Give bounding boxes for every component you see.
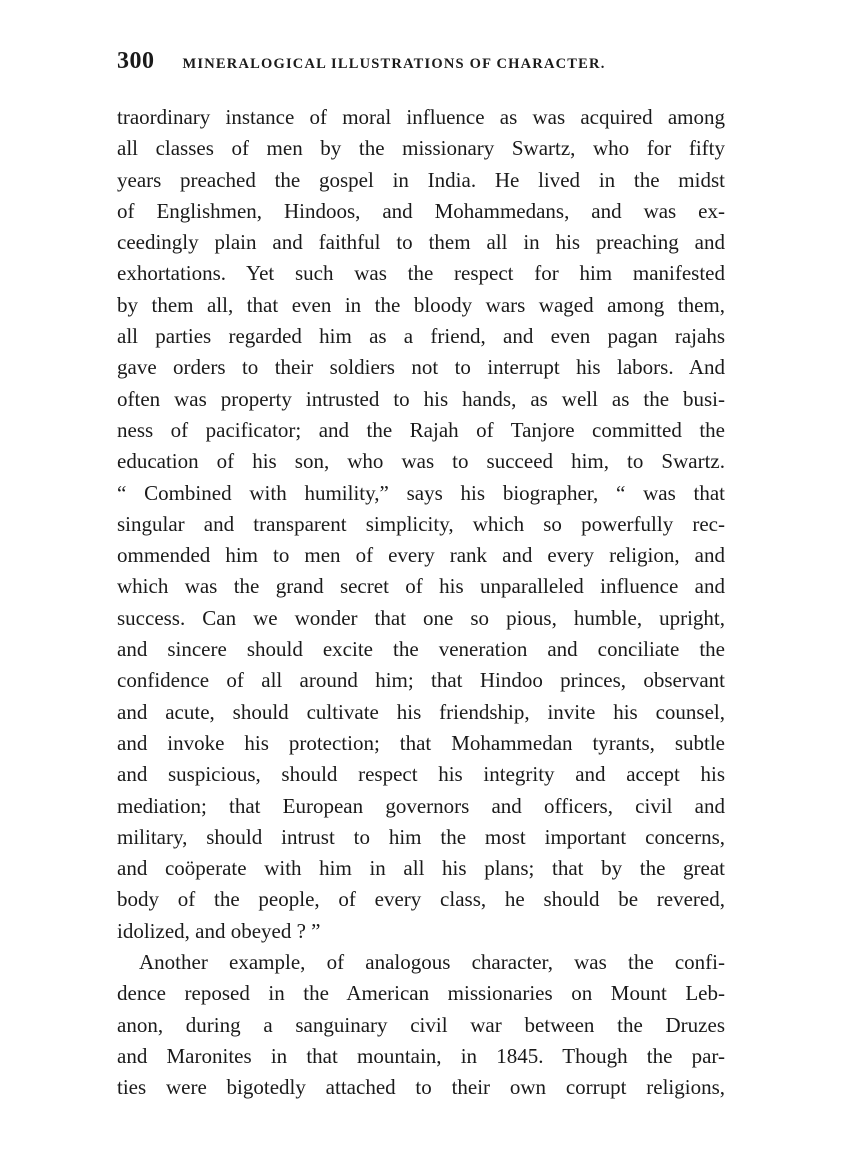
text-line: body of the people, of every class, he should be revered, xyxy=(117,887,725,912)
text-line: dence reposed in the American missionaries on Mount Leb- xyxy=(117,981,725,1006)
text-line: all parties regarded him as a friend, and even pagan rajahs xyxy=(117,324,725,349)
text-line-paragraph-start: Another example, of analogous character, was the confi- xyxy=(139,950,725,975)
page-number: 300 xyxy=(117,48,155,74)
text-line: and acute, should cultivate his friendship, invite his counsel, xyxy=(117,699,725,724)
text-line: traordinary instance of moral influence as was acquired among xyxy=(117,105,725,129)
text-line: often was property intrusted to his hands, as well as the busi- xyxy=(117,386,725,411)
text-line: and Maronites in that mountain, in 1845. Though the par- xyxy=(117,1043,725,1068)
text-line: years preached the gospel in India. He lived in the midst xyxy=(117,167,725,192)
text-line: anon, during a sanguinary civil war between the Druzes xyxy=(117,1012,725,1037)
text-line: “ Combined with humility,” says his biographer, “ was that xyxy=(117,480,725,505)
text-line: mediation; that European governors and officers, civil and xyxy=(117,793,725,818)
text-line: ceedingly plain and faithful to them all in his preaching and xyxy=(117,230,725,255)
text-line: of Englishmen, Hindoos, and Mohammedans, and was ex- xyxy=(117,198,725,223)
text-line: and suspicious, should respect his integrity and accept his xyxy=(117,762,725,787)
text-line: and coöperate with him in all his plans; that by the great xyxy=(117,856,725,881)
text-line: exhortations. Yet such was the respect for him manifested xyxy=(117,261,725,286)
running-head-title: MINERALOGICAL ILLUSTRATIONS OF CHARACTER. xyxy=(182,56,606,72)
text-line: and sincere should excite the veneration and conciliate the xyxy=(117,637,725,662)
text-line-paragraph-end: idolized, and obeyed ? ” xyxy=(117,918,321,943)
text-line: education of his son, who was to succeed him, to Swartz. xyxy=(117,449,725,474)
text-line: all classes of men by the missionary Swartz, who for fifty xyxy=(117,136,725,161)
text-line: confidence of all around him; that Hindoo princes, observant xyxy=(117,668,725,693)
text-line: military, should intrust to him the most important concerns, xyxy=(117,824,725,849)
text-line: ommended him to men of every rank and every religion, and xyxy=(117,543,725,568)
text-line: gave orders to their soldiers not to interrupt his labors. And xyxy=(117,355,725,380)
text-line: ties were bigotedly attached to their own corrupt religions, xyxy=(117,1075,725,1100)
text-line: by them all, that even in the bloody wars waged among them, xyxy=(117,292,725,317)
text-line: success. Can we wonder that one so pious, humble, upright, xyxy=(117,605,725,630)
running-head xyxy=(117,48,737,76)
text-line: singular and transparent simplicity, which so powerfully rec- xyxy=(117,511,725,536)
text-line: ness of pacificator; and the Rajah of Tanjore committed the xyxy=(117,417,725,442)
text-line: and invoke his protection; that Mohammedan tyrants, subtle xyxy=(117,730,725,755)
text-line: which was the grand secret of his unparalleled influence and xyxy=(117,574,725,599)
body-text xyxy=(117,102,725,1104)
